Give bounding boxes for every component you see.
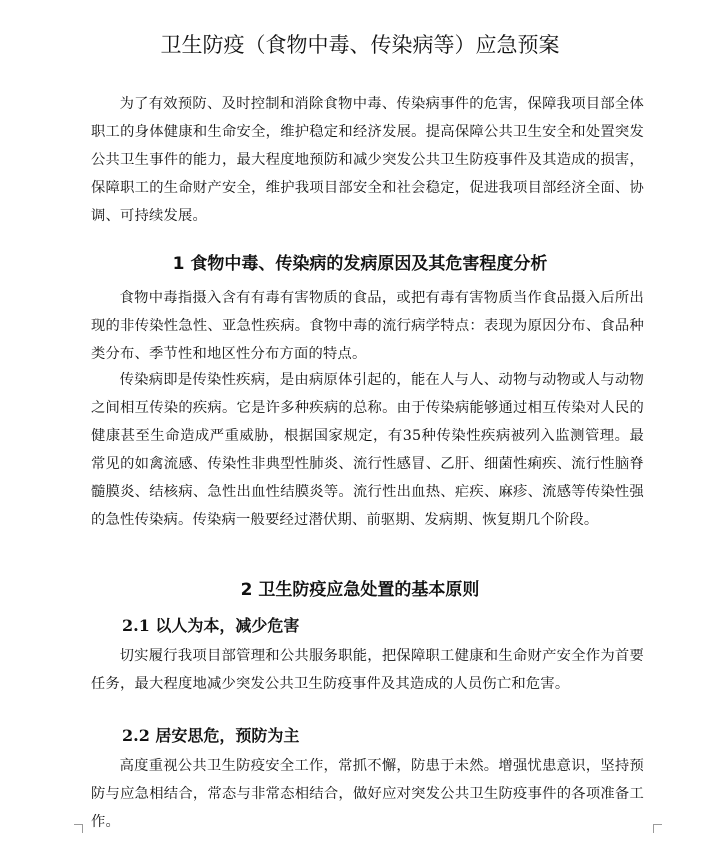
subsection-2-2-heading: 2.2 居安思危，预防为主 [122,726,300,745]
section-2-heading: 2 卫生防疫应急处置的基本原则 [240,580,480,600]
margin-corner-mark-left [74,824,83,833]
subsection-2-1-paragraph: 切实履行我项目部管理和公共服务职能，把保障职工健康和生命财产安全作为首要任务，最大程度地减少突发公共卫生防疫事件及其造成的人员伤亡和危害。 [91,648,644,692]
section-1-paragraph-1: 食物中毒指摄入含有有毒有害物质的食品，或把有毒有害物质当作食品摄入后所出现的非传染性急性、亚急性疾病。食物中毒的流行病学特点：表现为原因分布、食品种类分布、季节性和地区性分布方面的特点。 [91,290,644,362]
section-1-paragraph-2: 传染病即是传染性疾病，是由病原体引起的，能在人与人、动物与动物或人与动物之间相互传染的疾病。它是许多种疾病的总称。由于传染病能够通过相互传染对人民的健康甚至生命造成严重威胁，根据国家规定，有35种传染性疾病被列入监测管理。最常见的如禽流感、传染性非典型性肺炎、流行性感冒、乙肝、细菌性痢疾、流行性脑脊髓膜炎、结核病、急性出血性结膜炎等。流行性出血热、疟疾、麻疹、流感等传染性强的急性传染病。传染病一般要经过潜伏期、前驱期、发病期、恢复期几个阶段。 [91,372,644,528]
section-1-heading: 1 食物中毒、传染病的发病原因及其危害程度分析 [172,254,548,274]
document-title: 卫生防疫（食物中毒、传染病等）应急预案 [160,33,560,57]
subsection-2-1-heading: 2.1 以人为本，减少危害 [122,616,300,635]
intro-paragraph: 为了有效预防、及时控制和消除食物中毒、传染病事件的危害，保障我项目部全体职工的身体健康和生命安全，维护稳定和经济发展。提高保障公共卫生安全和处置突发公共卫生事件的能力，最大程度地预防和减少突发公共卫生防疫事件及其造成的损害，保障职工的生命财产安全，维护我项目部安全和社会稳定，促进我项目部经济全面、协调、可持续发展。 [91,96,644,224]
margin-corner-mark-right [653,824,662,833]
subsection-2-2-paragraph: 高度重视公共卫生防疫安全工作，常抓不懈，防患于未然。增强忧患意识，坚持预防与应急相结合，常态与非常态相结合，做好应对突发公共卫生防疫事件的各项准备工作。 [91,758,644,830]
